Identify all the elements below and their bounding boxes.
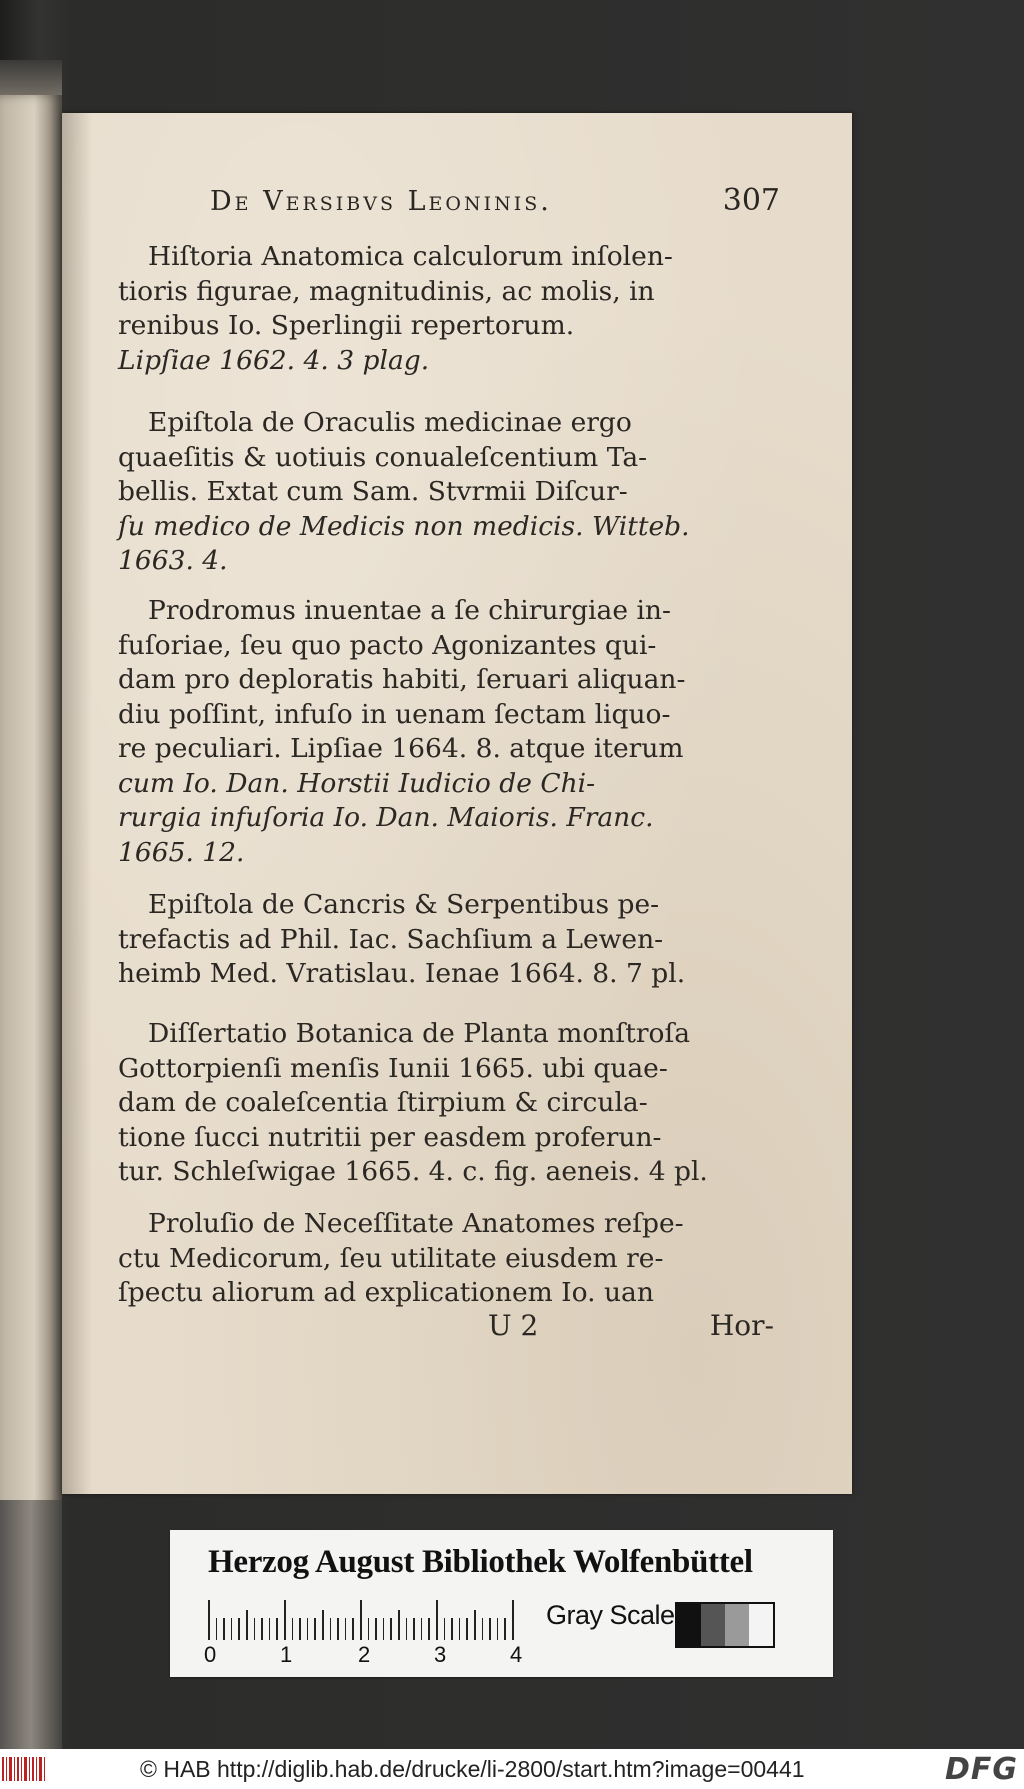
- text-line: dam de coaleſcentia ſtirpium & circula-: [118, 1087, 648, 1118]
- ruler-tick: [314, 1618, 316, 1640]
- adjacent-page-edge: [0, 95, 62, 1515]
- text-line: bellis. Extat cum Sam. Stvrmii Diſcur-: [118, 476, 628, 507]
- scale-number: 4: [510, 1642, 523, 1667]
- text-line: ctu Medicorum, ſeu utilitate eiusdem re-: [118, 1242, 664, 1274]
- ruler-tick: [337, 1618, 339, 1640]
- book-page: [62, 113, 852, 1494]
- text-line: Hiſtoria Anatomica calculorum inſolen-: [148, 241, 673, 272]
- text-line: tione ſucci nutritii per easdem proferun-: [118, 1121, 662, 1153]
- footer-copyright-link[interactable]: © HAB http://diglib.hab.de/drucke/li-2800/start.htm?image=00441: [140, 1756, 805, 1782]
- text-line: cum Io. Dan. Horstii Iudicio de Chi-: [118, 767, 596, 799]
- ruler-tick: [466, 1618, 468, 1640]
- ruler-tick: [444, 1618, 446, 1640]
- ruler-tick: [254, 1618, 256, 1640]
- ruler-tick: [428, 1618, 430, 1640]
- entry-paragraph: [118, 594, 774, 870]
- text-line: renibus Io. Sperlingii repertorum.: [118, 310, 575, 341]
- ruler-tick: [504, 1618, 506, 1640]
- text-line: fuſoriae, ſeu quo pacto Agonizantes qui-: [118, 629, 657, 661]
- ruler-tick: [497, 1618, 499, 1640]
- ruler-tick: [375, 1618, 377, 1640]
- text-line: diu poſſint, infuſo in uenam ſectam liquo-: [118, 698, 671, 730]
- gray-scale-swatch: [675, 1602, 775, 1648]
- ruler-tick: [352, 1618, 354, 1640]
- gray-swatch-cell: [677, 1604, 701, 1646]
- footer-bar: [0, 1749, 1024, 1789]
- running-head-title: De Versibvs Leoninis.: [210, 186, 552, 217]
- page-gutter-shadow: [62, 113, 92, 1494]
- library-color-strip: [170, 1530, 833, 1677]
- scale-ruler: [208, 1598, 538, 1640]
- ruler-tick: [238, 1618, 240, 1640]
- signature-row: [118, 1309, 774, 1349]
- ruler-tick: [489, 1618, 491, 1640]
- adjacent-book-edge-bottom: [0, 1500, 62, 1749]
- gray-swatch-cell: [749, 1604, 773, 1646]
- text-line: rurgia infuſoria Io. Dan. Maioris. Franc.: [118, 802, 654, 833]
- text-line: Epiſtola de Oraculis medicinae ergo: [148, 407, 632, 438]
- ruler-tick: [223, 1618, 225, 1640]
- ruler-tick: [299, 1618, 301, 1640]
- ruler-tick: [398, 1610, 400, 1640]
- page-number: 307: [722, 183, 780, 218]
- entry-paragraph: [118, 406, 774, 579]
- ruler-tick: [269, 1618, 271, 1640]
- dfg-logo: DFG: [944, 1752, 1018, 1787]
- text-line: Gottorpienſi menſis Iunii 1665. ubi quae-: [118, 1052, 668, 1084]
- text-line: Epiſtola de Cancris & Serpentibus pe-: [148, 889, 660, 920]
- text-line: ſpectu aliorum ad explicationem Io. uan: [118, 1277, 654, 1308]
- text-line: Prodromus inuentae a ſe chirurgiae in-: [148, 595, 671, 626]
- ruler-tick: [368, 1618, 370, 1640]
- text-line: ſu medico de Medicis non medicis. Witteb.: [118, 510, 690, 542]
- scale-number: 0: [204, 1642, 217, 1667]
- ruler-tick: [246, 1610, 248, 1640]
- text-line: quaeſitis & uotiuis conualeſcentium Ta-: [118, 441, 648, 473]
- scale-number: 3: [434, 1642, 447, 1667]
- ruler-tick: [474, 1610, 476, 1640]
- ruler-tick: [451, 1618, 453, 1640]
- text-line: 1663. 4.: [118, 545, 228, 576]
- entry-paragraph: [118, 888, 774, 992]
- text-line: tioris figurae, magnitudinis, ac molis, in: [118, 275, 655, 307]
- text-line: Diſſertatio Botanica de Planta monſtroſa: [148, 1018, 691, 1049]
- barcode-icon: [0, 1755, 48, 1783]
- ruler-tick: [413, 1618, 415, 1640]
- signature-mark: U 2: [488, 1309, 539, 1342]
- ruler-tick: [284, 1600, 286, 1640]
- ruler-tick: [208, 1600, 210, 1640]
- ruler-tick: [482, 1618, 484, 1640]
- ruler-tick: [345, 1618, 347, 1640]
- text-line: Lipſiae 1662. 4. 3 plag.: [118, 344, 430, 376]
- ruler-tick: [276, 1618, 278, 1640]
- gray-swatch-cell: [725, 1604, 749, 1646]
- ruler-tick: [383, 1618, 385, 1640]
- ruler-tick: [436, 1600, 438, 1640]
- ruler-tick: [330, 1618, 332, 1640]
- ruler-tick: [231, 1618, 233, 1640]
- entry-paragraph: [118, 1017, 774, 1190]
- catchword: Hor-: [709, 1309, 774, 1342]
- ruler-tick: [360, 1600, 362, 1640]
- ruler-tick: [307, 1618, 309, 1640]
- adjacent-book-edge-top: [0, 60, 62, 100]
- text-line: 1665. 12.: [118, 836, 245, 868]
- running-head: [210, 183, 780, 223]
- scale-number: 1: [280, 1642, 293, 1667]
- ruler-tick: [390, 1618, 392, 1640]
- entry-paragraph: [118, 240, 774, 378]
- gray-scale-label: Gray Scale: [546, 1600, 675, 1630]
- text-line: dam pro deploratis habiti, ſeruari aliquan-: [118, 664, 686, 695]
- gray-swatch-cell: [701, 1604, 725, 1646]
- ruler-tick: [322, 1610, 324, 1640]
- ruler-tick: [406, 1618, 408, 1640]
- ruler-tick: [459, 1618, 461, 1640]
- library-title: Herzog August Bibliothek Wolfenbüttel: [208, 1544, 753, 1580]
- ruler-tick: [216, 1618, 218, 1640]
- text-line: re peculiari. Lipſiae 1664. 8. atque iterum: [118, 733, 684, 764]
- ruler-tick: [261, 1618, 263, 1640]
- ruler-tick: [512, 1600, 514, 1640]
- text-line: tur. Schleſwigae 1665. 4. c. fig. aeneis. 4 pl.: [118, 1156, 708, 1187]
- text-line: Proluſio de Neceſſitate Anatomes reſpe-: [148, 1208, 684, 1239]
- text-line: trefactis ad Phil. Iac. Sachſium a Lewen-: [118, 923, 664, 955]
- scale-number: 2: [358, 1642, 371, 1667]
- text-line: heimb Med. Vratislau. Ienae 1664. 8. 7 pl.: [118, 958, 686, 989]
- entry-paragraph: [118, 1207, 774, 1311]
- ruler-tick: [292, 1618, 294, 1640]
- ruler-tick: [421, 1618, 423, 1640]
